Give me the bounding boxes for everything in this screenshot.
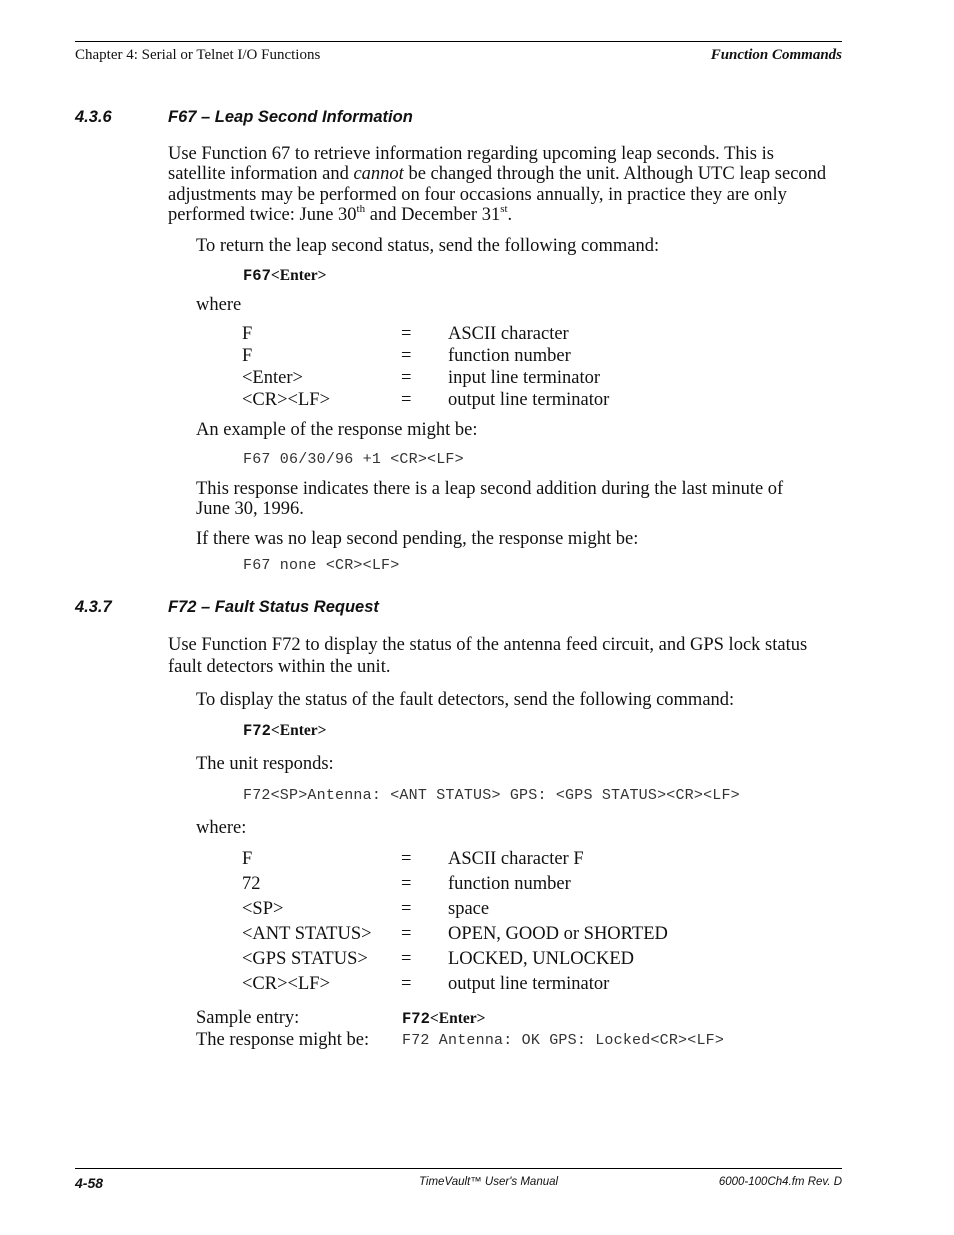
definition-desc: ASCII character F: [448, 849, 584, 869]
definition-eq: =: [401, 368, 412, 388]
definition-desc: space: [448, 899, 490, 919]
where-label: where:: [196, 818, 247, 838]
definition-term: F: [242, 849, 253, 869]
definition-eq: =: [401, 949, 412, 969]
where-label: where: [196, 295, 242, 315]
manual-title: TimeVault™ User's Manual: [419, 1176, 559, 1188]
sample-command: F72<Enter>: [402, 1010, 486, 1028]
definition-term: <GPS STATUS>: [242, 949, 368, 969]
response-code: F67 none <CR><LF>: [243, 557, 400, 574]
page-number: 4-58: [75, 1175, 104, 1191]
paragraph-line: adjustments may be performed on four occasions annually, in practice they are only: [168, 185, 787, 205]
definition-term: <CR><LF>: [242, 390, 331, 410]
responds-label: The unit responds:: [196, 754, 334, 774]
definition-eq: =: [401, 346, 412, 366]
running-header-chapter: Chapter 4: Serial or Telnet I/O Functions: [75, 47, 321, 63]
footer-rule: [75, 1168, 842, 1169]
definition-eq: =: [401, 899, 412, 919]
instruction-text: To return the leap second status, send the following command:: [196, 236, 660, 256]
definition-eq: =: [401, 924, 412, 944]
command-example: F67<Enter>: [243, 267, 327, 285]
response-code: F72<SP>Antenna: <ANT STATUS> GPS: <GPS STATUS><CR><LF>: [243, 787, 740, 804]
definition-term: <ANT STATUS>: [242, 924, 372, 944]
definition-eq: =: [401, 974, 412, 994]
section-title: F72 – Fault Status Request: [168, 598, 379, 616]
definition-eq: =: [401, 874, 412, 894]
definition-desc: output line terminator: [448, 974, 610, 994]
definition-desc: LOCKED, UNLOCKED: [448, 949, 635, 969]
section-title: F67 – Leap Second Information: [168, 108, 413, 126]
section-number: 4.3.6: [75, 108, 112, 126]
header-rule: [75, 41, 842, 42]
definition-desc: OPEN, GOOD or SHORTED: [448, 924, 668, 944]
paragraph-line: Use Function F72 to display the status of the antenna feed circuit, and GPS lock status: [168, 635, 808, 655]
instruction-text: If there was no leap second pending, the response might be:: [196, 529, 639, 549]
paragraph-line: performed twice: June 30th and December 31st.: [168, 203, 513, 225]
definition-desc: ASCII character: [448, 324, 569, 344]
definition-desc: output line terminator: [448, 390, 610, 410]
definition-eq: =: [401, 324, 412, 344]
running-header-section: Function Commands: [710, 47, 842, 63]
paragraph-line: June 30, 1996.: [196, 499, 304, 519]
definition-desc: input line terminator: [448, 368, 601, 388]
paragraph-line: Use Function 67 to retrieve information regarding upcoming leap seconds. This is: [168, 144, 774, 164]
definition-term: <Enter>: [242, 368, 303, 388]
paragraph-line: satellite information and cannot be changed through the unit. Although UTC leap second: [168, 164, 827, 184]
response-code: F67 06/30/96 +1 <CR><LF>: [243, 451, 464, 468]
definition-term: <SP>: [242, 899, 284, 919]
instruction-text: To display the status of the fault detectors, send the following command:: [196, 690, 735, 710]
definition-eq: =: [401, 390, 412, 410]
response-label: The response might be:: [196, 1030, 370, 1050]
file-reference: 6000-100Ch4.fm Rev. D: [718, 1176, 842, 1188]
definition-term: <CR><LF>: [242, 974, 331, 994]
command-example: F72<Enter>: [243, 722, 327, 740]
definition-term: F: [242, 324, 253, 344]
definition-desc: function number: [448, 874, 571, 894]
section-number: 4.3.7: [75, 598, 112, 616]
definition-eq: =: [401, 849, 412, 869]
definition-desc: function number: [448, 346, 571, 366]
definition-term: F: [242, 346, 253, 366]
response-sample: F72 Antenna: OK GPS: Locked<CR><LF>: [402, 1032, 725, 1049]
sample-entry-label: Sample entry:: [196, 1008, 300, 1028]
paragraph-line: fault detectors within the unit.: [168, 657, 391, 677]
example-intro: An example of the response might be:: [196, 420, 478, 440]
definition-term: 72: [242, 874, 261, 894]
paragraph-line: This response indicates there is a leap second addition during the last minute of: [196, 479, 784, 499]
